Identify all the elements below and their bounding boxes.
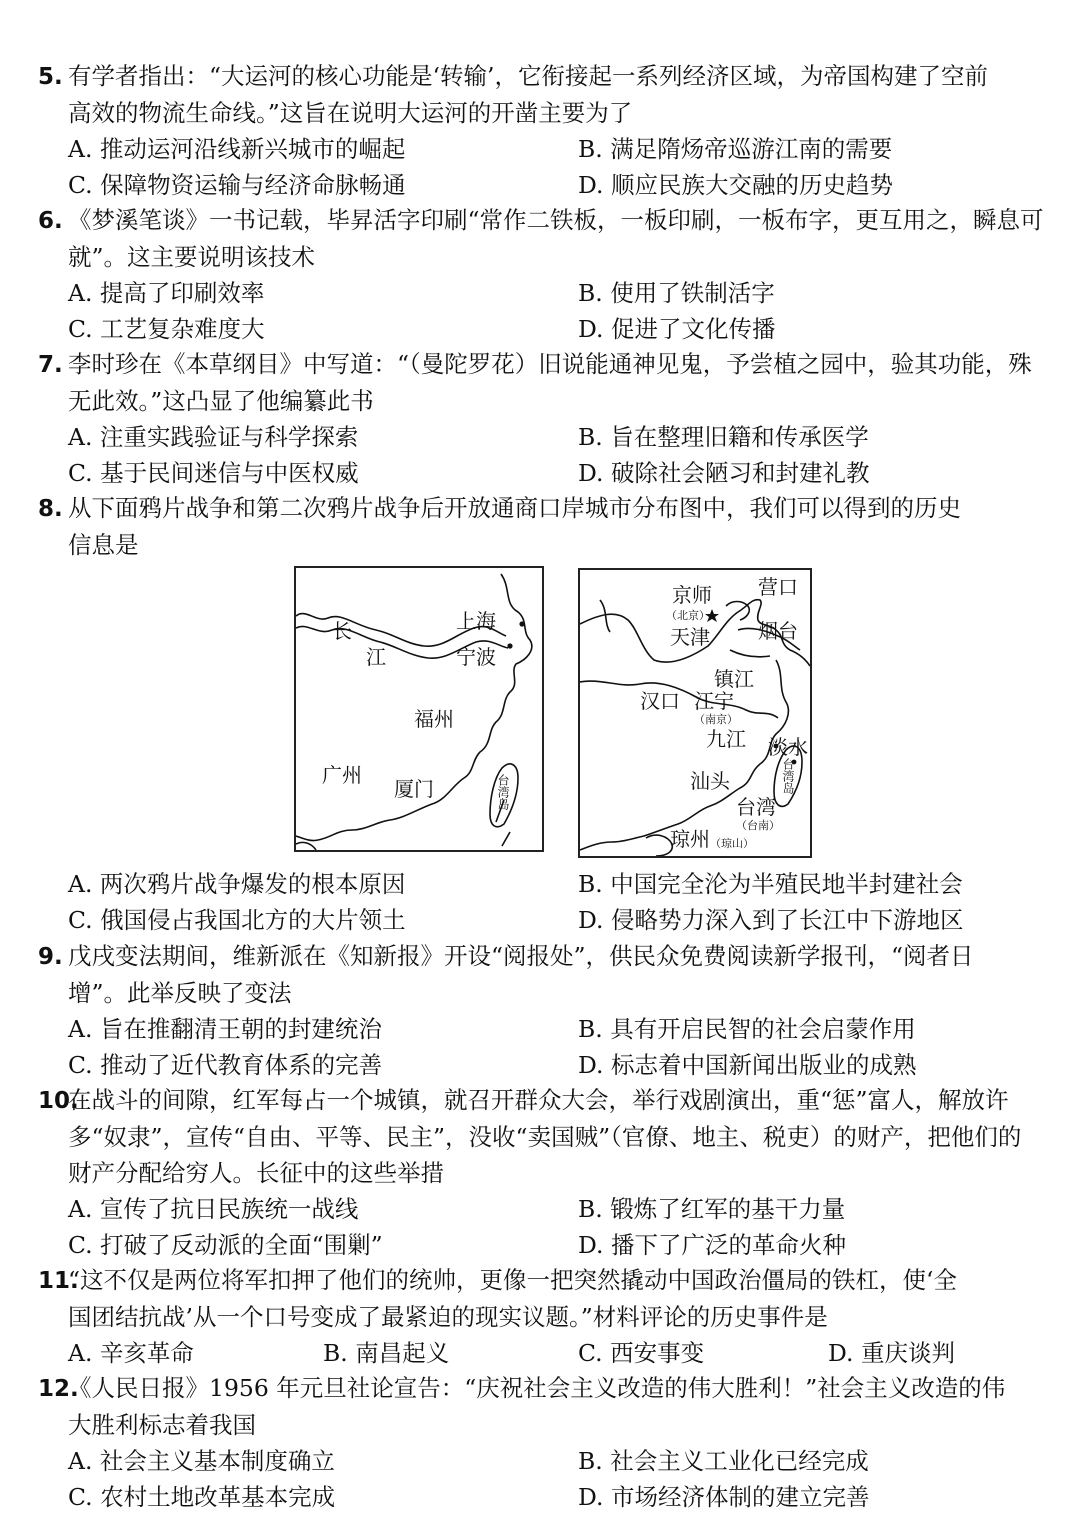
question-stem-continued: 财产分配给穷人。长征中的这些举措 bbox=[68, 1159, 444, 1187]
option-a[interactable]: A. 提高了印刷效率 bbox=[68, 279, 265, 307]
question-stem: 李时珍在《本草纲目》中写道：“（曼陀罗花）旧说能通神见鬼，予尝植之园中，验其功能，殊 bbox=[68, 350, 1032, 378]
label-qiongzhou: 琼州 bbox=[670, 827, 710, 851]
label-tainan-note: （台南） bbox=[736, 819, 780, 832]
label-taiwan: 台湾 bbox=[736, 795, 776, 819]
label-jiangning: 江宁 bbox=[694, 689, 734, 713]
label-qiongshan-note: （琼山） bbox=[710, 837, 754, 850]
question-6 bbox=[38, 202, 1048, 347]
question-number: 11. bbox=[38, 1268, 79, 1294]
question-number: 6. bbox=[38, 208, 63, 234]
label-yantai: 烟台 bbox=[758, 619, 798, 643]
question-7 bbox=[38, 346, 1048, 491]
label-chang: 长 bbox=[332, 619, 352, 643]
question-9 bbox=[38, 938, 1048, 1083]
question-stem-continued: 无此效。”这凸显了他编纂此书 bbox=[68, 387, 374, 415]
question-10 bbox=[38, 1082, 1048, 1263]
option-d[interactable]: D. 侵略势力深入到了长江中下游地区 bbox=[578, 906, 964, 934]
option-a[interactable]: A. 辛亥革命 bbox=[68, 1339, 194, 1367]
label-taiwan-island: 台湾岛 bbox=[496, 774, 510, 810]
label-zhenjiang: 镇江 bbox=[714, 667, 754, 691]
question-8-options bbox=[38, 866, 1048, 938]
question-number: 10. bbox=[38, 1088, 79, 1114]
label-ningbo: 宁波 bbox=[456, 645, 496, 669]
option-b[interactable]: B. 满足隋炀帝巡游江南的需要 bbox=[578, 135, 893, 163]
option-d[interactable]: D. 播下了广泛的革命火种 bbox=[578, 1231, 846, 1259]
option-b[interactable]: B. 中国完全沦为半殖民地半封建社会 bbox=[578, 870, 963, 898]
label-fuzhou: 福州 bbox=[414, 707, 454, 731]
option-c[interactable]: C. 农村土地改革基本完成 bbox=[68, 1483, 336, 1511]
label-beijing-note: （北京） bbox=[666, 609, 710, 622]
label-nanjing-note: （南京） bbox=[694, 713, 738, 726]
option-c[interactable]: C. 俄国侵占我国北方的大片领土 bbox=[68, 906, 406, 934]
label-yingkou: 营口 bbox=[758, 575, 798, 599]
label-danshui: 淡水 bbox=[768, 735, 808, 759]
question-stem-continued: 信息是 bbox=[68, 531, 139, 559]
question-11 bbox=[38, 1262, 1048, 1371]
option-b[interactable]: B. 南昌起义 bbox=[323, 1339, 450, 1367]
option-c[interactable]: C. 西安事变 bbox=[578, 1339, 705, 1367]
label-jiujiang: 九江 bbox=[706, 727, 746, 751]
option-c[interactable]: C. 保障物资运输与经济命脉畅通 bbox=[68, 171, 406, 199]
question-stem-continued: 增”。此举反映了变法 bbox=[68, 979, 292, 1007]
option-d[interactable]: D. 标志着中国新闻出版业的成熟 bbox=[578, 1051, 917, 1079]
option-c[interactable]: C. 打破了反动派的全面“围剿” bbox=[68, 1231, 383, 1259]
option-c[interactable]: C. 基于民间迷信与中医权威 bbox=[68, 459, 359, 487]
label-tianjin: 天津 bbox=[670, 625, 710, 649]
question-stem: “这不仅是两位将军扣押了他们的统帅，更像一把突然撬动中国政治僵局的铁杠，使‘全 bbox=[68, 1266, 957, 1294]
question-stem: 从下面鸦片战争和第二次鸦片战争后开放通商口岸城市分布图中，我们可以得到的历史 bbox=[68, 494, 961, 522]
option-d[interactable]: D. 破除社会陋习和封建礼教 bbox=[578, 459, 870, 487]
question-number: 5. bbox=[38, 64, 63, 90]
question-12 bbox=[38, 1370, 1048, 1515]
question-stem: 《梦溪笔谈》一书记载，毕昇活字印刷“常作二铁板，一板印刷，一板布字，更互用之，瞬息可 bbox=[68, 206, 1044, 234]
option-b[interactable]: B. 社会主义工业化已经完成 bbox=[578, 1447, 869, 1475]
option-a[interactable]: A. 注重实践验证与科学探索 bbox=[68, 423, 359, 451]
option-d[interactable]: D. 重庆谈判 bbox=[828, 1339, 955, 1367]
label-taiwan-island: 台湾岛 bbox=[781, 758, 795, 794]
label-guangzhou: 广州 bbox=[322, 763, 362, 787]
option-b[interactable]: B. 具有开启民智的社会启蒙作用 bbox=[578, 1015, 916, 1043]
label-hankou: 汉口 bbox=[640, 689, 680, 713]
question-8 bbox=[38, 490, 1048, 563]
option-a[interactable]: A. 旨在推翻清王朝的封建统治 bbox=[68, 1015, 382, 1043]
option-a[interactable]: A. 推动运河沿线新兴城市的崛起 bbox=[68, 135, 406, 163]
question-stem: 《人民日报》1956 年元旦社论宣告：“庆祝社会主义改造的伟大胜利！”社会主义改造的伟 bbox=[68, 1374, 1006, 1402]
question-number: 7. bbox=[38, 352, 63, 378]
option-a[interactable]: A. 宣传了抗日民族统一战线 bbox=[68, 1195, 359, 1223]
question-stem: 戊戌变法期间，维新派在《知新报》开设“阅报处”，供民众免费阅读新学报刊，“阅者日 bbox=[68, 942, 974, 970]
question-stem-continued: 多“奴隶”，宣传“自由、平等、民主”，没收“卖国贼”（官僚、地主、税吏）的财产，把他们的 bbox=[68, 1123, 1022, 1151]
option-a[interactable]: A. 社会主义基本制度确立 bbox=[68, 1447, 335, 1475]
map-first-opium-war-ports bbox=[294, 566, 544, 852]
question-stem: 有学者指出：“大运河的核心功能是‘转输’，它衔接起一系列经济区域，为帝国构建了空前 bbox=[68, 62, 988, 90]
question-stem-continued: 就”。这主要说明该技术 bbox=[68, 243, 316, 271]
label-jingshi: 京师 bbox=[672, 583, 712, 607]
question-number: 8. bbox=[38, 496, 63, 522]
question-number: 12. bbox=[38, 1376, 79, 1402]
question-stem-continued: 大胜利标志着我国 bbox=[68, 1411, 256, 1439]
option-d[interactable]: D. 顺应民族大交融的历史趋势 bbox=[578, 171, 893, 199]
option-d[interactable]: D. 市场经济体制的建立完善 bbox=[578, 1483, 870, 1511]
question-stem-continued: 高效的物流生命线。”这旨在说明大运河的开凿主要为了 bbox=[68, 99, 633, 127]
option-c[interactable]: C. 工艺复杂难度大 bbox=[68, 315, 265, 343]
option-c[interactable]: C. 推动了近代教育体系的完善 bbox=[68, 1051, 383, 1079]
label-shanghai: 上海 bbox=[456, 609, 496, 633]
label-jiang: 江 bbox=[366, 645, 386, 669]
option-b[interactable]: B. 旨在整理旧籍和传承医学 bbox=[578, 423, 869, 451]
option-b[interactable]: B. 使用了铁制活字 bbox=[578, 279, 775, 307]
option-a[interactable]: A. 两次鸦片战争爆发的根本原因 bbox=[68, 870, 406, 898]
option-b[interactable]: B. 锻炼了红军的基干力量 bbox=[578, 1195, 846, 1223]
label-shantou: 汕头 bbox=[690, 769, 730, 793]
question-stem-continued: 国团结抗战’从一个口号变成了最紧迫的现实议题。”材料评论的历史事件是 bbox=[68, 1303, 828, 1331]
question-number: 9. bbox=[38, 944, 63, 970]
question-5 bbox=[38, 58, 1048, 203]
option-d[interactable]: D. 促进了文化传播 bbox=[578, 315, 776, 343]
map-second-opium-war-ports bbox=[578, 568, 812, 858]
question-stem: 在战斗的间隙，红军每占一个城镇，就召开群众大会，举行戏剧演出，重“惩”富人，解放许 bbox=[68, 1086, 1009, 1114]
label-xiamen: 厦门 bbox=[394, 777, 434, 801]
